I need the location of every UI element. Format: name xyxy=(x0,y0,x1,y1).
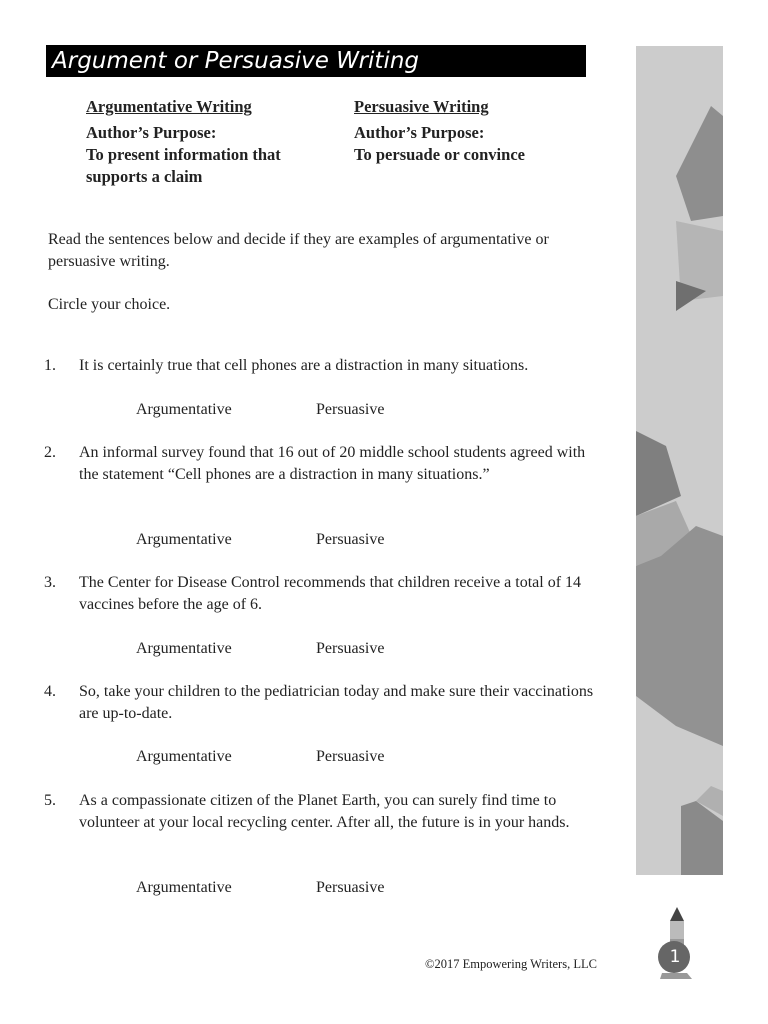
persuasive-purpose-text: To persuade or convince xyxy=(354,145,525,164)
question-number: 3. xyxy=(44,574,56,591)
question-text: So, take your children to the pediatrician today and make sure their vaccinations are up-to-date. xyxy=(79,683,594,722)
persuasive-heading: Persuasive Writing xyxy=(354,97,489,116)
argumentative-column xyxy=(86,96,326,188)
question-5 xyxy=(44,790,604,834)
argumentative-heading: Argumentative Writing xyxy=(86,97,252,116)
page-title: Argument or Persuasive Writing xyxy=(46,45,586,77)
decorative-side-panel xyxy=(636,46,723,875)
choice-persuasive[interactable]: Persuasive xyxy=(316,401,385,418)
question-text: The Center for Disease Control recommends that children receive a total of 14 vaccines before the age of 6. xyxy=(79,574,582,613)
instructions: Read the sentences below and decide if they are examples of argumentative or persuasive writing. xyxy=(48,231,549,270)
choice-persuasive[interactable]: Persuasive xyxy=(316,531,385,548)
argumentative-purpose-text: To present information that supports a claim xyxy=(86,145,281,186)
choice-persuasive[interactable]: Persuasive xyxy=(316,748,385,765)
question-4 xyxy=(44,681,604,725)
persuasive-column xyxy=(354,96,594,166)
choice-argumentative[interactable]: Argumentative xyxy=(136,401,232,418)
choice-persuasive[interactable]: Persuasive xyxy=(316,640,385,657)
question-1 xyxy=(44,355,604,377)
question-number: 2. xyxy=(44,444,56,461)
question-text: As a compassionate citizen of the Planet Earth, you can surely find time to volunteer at your local recycling center. After all, the future is in your hands. xyxy=(79,792,570,831)
question-text: An informal survey found that 16 out of 20 middle school students agreed with the statement “Cell phones are a distraction in many situations.” xyxy=(79,444,586,483)
question-text: It is certainly true that cell phones are a distraction in many situations. xyxy=(79,357,529,374)
question-number: 4. xyxy=(44,683,56,700)
choice-persuasive[interactable]: Persuasive xyxy=(316,879,385,896)
choice-argumentative[interactable]: Argumentative xyxy=(136,879,232,896)
question-number: 1. xyxy=(44,357,56,374)
argumentative-purpose-label: Author’s Purpose: xyxy=(86,123,217,142)
choice-argumentative[interactable]: Argumentative xyxy=(136,748,232,765)
question-number: 5. xyxy=(44,792,56,809)
question-3 xyxy=(44,572,604,616)
page-number: 1 xyxy=(669,947,681,967)
circle-prompt: Circle your choice. xyxy=(48,296,171,313)
choice-argumentative[interactable]: Argumentative xyxy=(136,531,232,548)
choice-argumentative[interactable]: Argumentative xyxy=(136,640,232,657)
question-2 xyxy=(44,442,604,486)
decorative-shapes xyxy=(636,46,723,875)
persuasive-purpose-label: Author’s Purpose: xyxy=(354,123,485,142)
copyright-footer: ©2017 Empowering Writers, LLC xyxy=(425,957,597,971)
